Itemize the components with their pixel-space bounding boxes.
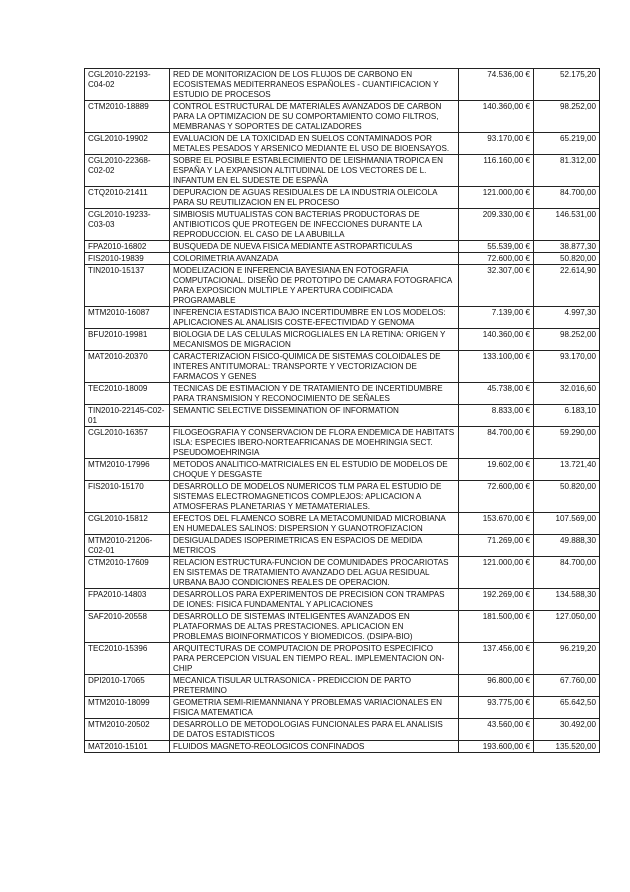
project-title-cell: RELACION ESTRUCTURA-FUNCION DE COMUNIDADES PROCARIOTAS EN SISTEMAS DE TRATAMIENTO AVANZADO DEL AGUA RESIDUAL URBANA BAJO CONDICIONES REALES DE OPERACION.	[170, 557, 459, 589]
project-title-cell: SOBRE EL POSIBLE ESTABLECIMIENTO DE LEISHMANIA TROPICA EN ESPAÑA Y LA EXPANSION ALTITUDINAL DE LOS VECTORES DE L. INFANTUM EN EL SUDESTE DE ESPAÑA	[170, 155, 459, 187]
project-title-cell: DESARROLLO DE METODOLOGIAS FUNCIONALES PARA EL ANALISIS DE DATOS ESTADISTICOS	[170, 719, 459, 741]
project-code-cell: MAT2010-20370	[85, 351, 170, 383]
project-amount-cell: 7.139,00 €	[459, 307, 534, 329]
table-row	[85, 209, 600, 241]
project-amount-cell: 137.456,00 €	[459, 643, 534, 675]
table-row	[85, 265, 600, 307]
project-code-cell: FIS2010-19839	[85, 253, 170, 265]
project-code-cell: CGL2010-15812	[85, 513, 170, 535]
table-row	[85, 405, 600, 427]
project-code-cell: FPA2010-14803	[85, 589, 170, 611]
project-funded-amount-cell: 67.760,00	[534, 675, 600, 697]
project-amount-cell: 133.100,00 €	[459, 351, 534, 383]
project-funded-amount-cell: 84.700,00	[534, 557, 600, 589]
project-amount-cell: 140.360,00 €	[459, 101, 534, 133]
project-funded-amount-cell: 96.219,20	[534, 643, 600, 675]
project-title-cell: EFECTOS DEL FLAMENCO SOBRE LA METACOMUNIDAD MICROBIANA EN HUMEDALES SALINOS: DISPERSION Y GUANOTROFIZACION	[170, 513, 459, 535]
project-amount-cell: 72.600,00 €	[459, 253, 534, 265]
table-row	[85, 589, 600, 611]
project-amount-cell: 153.670,00 €	[459, 513, 534, 535]
table-row	[85, 241, 600, 253]
project-title-cell: METODOS ANALITICO-MATRICIALES EN EL ESTUDIO DE MODELOS DE CHOQUE Y DESGASTE	[170, 459, 459, 481]
project-title-cell: CARACTERIZACION FISICO-QUIMICA DE SISTEMAS COLOIDALES DE INTERES ANTITUMORAL: TRANSPORTE Y VECTORIZACION DE FARMACOS Y GENES	[170, 351, 459, 383]
table-row	[85, 133, 600, 155]
project-title-cell: MODELIZACION E INFERENCIA BAYESIANA EN FOTOGRAFIA COMPUTACIONAL. DISEÑO DE PROTOTIPO DE CAMARA FOTOGRAFICA PARA EXPOSICION MULTIPLE Y APERTURA CODIFICADA PROGRAMABLE	[170, 265, 459, 307]
project-amount-cell: 71.269,00 €	[459, 535, 534, 557]
project-funded-amount-cell: 50.820,00	[534, 253, 600, 265]
project-code-cell: CGL2010-19233-C03-03	[85, 209, 170, 241]
project-title-cell: ARQUITECTURAS DE COMPUTACION DE PROPOSITO ESPECIFICO PARA PERCEPCION VISUAL EN TIEMPO REAL. IMPLEMENTACION ON-CHIP	[170, 643, 459, 675]
project-title-cell: CONTROL ESTRUCTURAL DE MATERIALES AVANZADOS DE CARBON PARA LA OPTIMIZACION DE SU COMPORTAMIENTO COMO FILTROS, MEMBRANAS Y SOPORTES DE CATALIZADORES	[170, 101, 459, 133]
table-row	[85, 611, 600, 643]
table-row	[85, 535, 600, 557]
table-row	[85, 697, 600, 719]
project-title-cell: DESARROLLOS PARA EXPERIMENTOS DE PRECISION CON TRAMPAS DE IONES: FISICA FUNDAMENTAL Y APLICACIONES	[170, 589, 459, 611]
project-funded-amount-cell: 30.492,00	[534, 719, 600, 741]
project-amount-cell: 32.307,00 €	[459, 265, 534, 307]
project-title-cell: COLORIMETRIA AVANZADA	[170, 253, 459, 265]
project-code-cell: TIN2010-15137	[85, 265, 170, 307]
project-title-cell: BIOLOGIA DE LAS CELULAS MICROGLIALES EN LA RETINA: ORIGEN Y MECANISMOS DE MIGRACION	[170, 329, 459, 351]
project-amount-cell: 96.800,00 €	[459, 675, 534, 697]
project-funded-amount-cell: 13.721,40	[534, 459, 600, 481]
project-amount-cell: 19.602,00 €	[459, 459, 534, 481]
project-amount-cell: 55.539,00 €	[459, 241, 534, 253]
project-code-cell: FPA2010-16802	[85, 241, 170, 253]
project-funded-amount-cell: 81.312,00	[534, 155, 600, 187]
project-title-cell: MECANICA TISULAR ULTRASONICA - PREDICCION DE PARTO PRETERMINO	[170, 675, 459, 697]
project-amount-cell: 93.170,00 €	[459, 133, 534, 155]
project-amount-cell: 84.700,00 €	[459, 427, 534, 459]
project-amount-cell: 8.833,00 €	[459, 405, 534, 427]
project-funded-amount-cell: 59.290,00	[534, 427, 600, 459]
project-code-cell: MAT2010-15101	[85, 741, 170, 753]
project-amount-cell: 74.536,00 €	[459, 69, 534, 101]
project-code-cell: DPI2010-17065	[85, 675, 170, 697]
table-row	[85, 675, 600, 697]
project-funded-amount-cell: 22.614,90	[534, 265, 600, 307]
project-title-cell: GEOMETRIA SEMI-RIEMANNIANA Y PROBLEMAS VARIACIONALES EN FISICA MATEMATICA	[170, 697, 459, 719]
project-funded-amount-cell: 38.877,30	[534, 241, 600, 253]
projects-table-body	[85, 69, 600, 753]
project-title-cell: INFERENCIA ESTADISTICA BAJO INCERTIDUMBRE EN LOS MODELOS: APLICACIONES AL ANALISIS COSTE-EFECTIVIDAD Y GENOMA	[170, 307, 459, 329]
table-row	[85, 459, 600, 481]
project-funded-amount-cell: 4.997,30	[534, 307, 600, 329]
project-title-cell: FILOGEOGRAFIA Y CONSERVACION DE FLORA ENDEMICA DE HABITATS ISLA: ESPECIES IBERO-NORTEAFRICANAS DE MOEHRINGIA SECT. PSEUDOMOEHRINGIA	[170, 427, 459, 459]
project-funded-amount-cell: 84.700,00	[534, 187, 600, 209]
project-title-cell: DESARROLLO DE SISTEMAS INTELIGENTES AVANZADOS EN PLATAFORMAS DE ALTAS PRESTACIONES. APLICACION EN PROBLEMAS BIOINFORMATICOS Y BIOMEDICOS. (DSIPA-BIO)	[170, 611, 459, 643]
table-row	[85, 253, 600, 265]
project-title-cell: TECNICAS DE ESTIMACION Y DE TRATAMIENTO DE INCERTIDUMBRE PARA TRANSMISION Y RECONOCIMIENTO DE SEÑALES	[170, 383, 459, 405]
project-code-cell: TIN2010-22145-C02-01	[85, 405, 170, 427]
table-row	[85, 329, 600, 351]
project-code-cell: MTM2010-20502	[85, 719, 170, 741]
project-code-cell: CGL2010-22193-C04-02	[85, 69, 170, 101]
project-code-cell: MTM2010-16087	[85, 307, 170, 329]
table-row	[85, 155, 600, 187]
project-amount-cell: 140.360,00 €	[459, 329, 534, 351]
project-code-cell: CGL2010-16357	[85, 427, 170, 459]
project-code-cell: BFU2010-19981	[85, 329, 170, 351]
table-row	[85, 307, 600, 329]
project-amount-cell: 192.269,00 €	[459, 589, 534, 611]
table-row	[85, 383, 600, 405]
project-amount-cell: 45.738,00 €	[459, 383, 534, 405]
project-title-cell: FLUIDOS MAGNETO-REOLOGICOS CONFINADOS	[170, 741, 459, 753]
table-row	[85, 187, 600, 209]
project-title-cell: DESARROLLO DE MODELOS NUMERICOS TLM PARA EL ESTUDIO DE SISTEMAS ELECTROMAGNETICOS COMPLEJOS: APLICACION A ATMOSFERAS PLANETARIAS Y METAMATERIALES.	[170, 481, 459, 513]
table-row	[85, 427, 600, 459]
project-funded-amount-cell: 146.531,00	[534, 209, 600, 241]
project-funded-amount-cell: 49.888,30	[534, 535, 600, 557]
project-funded-amount-cell: 65.219,00	[534, 133, 600, 155]
project-funded-amount-cell: 98.252,00	[534, 329, 600, 351]
project-code-cell: FIS2010-15170	[85, 481, 170, 513]
project-title-cell: EVALUACION DE LA TOXICIDAD EN SUELOS CONTAMINADOS POR METALES PESADOS Y ARSENICO MEDIANTE EL USO DE BIOENSAYOS.	[170, 133, 459, 155]
project-funded-amount-cell: 135.520,00	[534, 741, 600, 753]
project-code-cell: TEC2010-15396	[85, 643, 170, 675]
project-amount-cell: 121.000,00 €	[459, 187, 534, 209]
project-amount-cell: 193.600,00 €	[459, 741, 534, 753]
project-funded-amount-cell: 6.183,10	[534, 405, 600, 427]
project-amount-cell: 43.560,00 €	[459, 719, 534, 741]
project-title-cell: DEPURACION DE AGUAS RESIDUALES DE LA INDUSTRIA OLEICOLA PARA SU REUTILIZACION EN EL PROCESO	[170, 187, 459, 209]
project-funded-amount-cell: 98.252,00	[534, 101, 600, 133]
project-title-cell: SEMANTIC SELECTIVE DISSEMINATION OF INFORMATION	[170, 405, 459, 427]
project-funded-amount-cell: 93.170,00	[534, 351, 600, 383]
project-amount-cell: 116.160,00 €	[459, 155, 534, 187]
project-funded-amount-cell: 127.050,00	[534, 611, 600, 643]
project-funded-amount-cell: 52.175,20	[534, 69, 600, 101]
project-code-cell: MTM2010-17996	[85, 459, 170, 481]
project-code-cell: CTQ2010-21411	[85, 187, 170, 209]
project-funded-amount-cell: 65.642,50	[534, 697, 600, 719]
table-row	[85, 101, 600, 133]
project-title-cell: SIMBIOSIS MUTUALISTAS CON BACTERIAS PRODUCTORAS DE ANTIBIOTICOS QUE PROTEGEN DE INFECCIONES DURANTE LA REPRODUCCION. EL CASO DE LA ABUBILLA	[170, 209, 459, 241]
project-code-cell: SAF2010-20558	[85, 611, 170, 643]
project-code-cell: CGL2010-22368-C02-02	[85, 155, 170, 187]
project-funded-amount-cell: 107.569,00	[534, 513, 600, 535]
project-title-cell: RED DE MONITORIZACION DE LOS FLUJOS DE CARBONO EN ECOSISTEMAS MEDITERRANEOS ESPAÑOLES - CUANTIFICACION Y ESTUDIO DE PROCESOS	[170, 69, 459, 101]
table-row	[85, 741, 600, 753]
project-code-cell: MTM2010-18099	[85, 697, 170, 719]
project-amount-cell: 93.775,00 €	[459, 697, 534, 719]
table-row	[85, 557, 600, 589]
project-amount-cell: 209.330,00 €	[459, 209, 534, 241]
table-row	[85, 719, 600, 741]
project-code-cell: CTM2010-18889	[85, 101, 170, 133]
project-code-cell: CTM2010-17609	[85, 557, 170, 589]
project-title-cell: BUSQUEDA DE NUEVA FISICA MEDIANTE ASTROPARTICULAS	[170, 241, 459, 253]
project-amount-cell: 121.000,00 €	[459, 557, 534, 589]
table-row	[85, 643, 600, 675]
table-row	[85, 513, 600, 535]
table-row	[85, 481, 600, 513]
projects-table	[84, 68, 600, 753]
project-code-cell: MTM2010-21206-C02-01	[85, 535, 170, 557]
project-code-cell: TEC2010-18009	[85, 383, 170, 405]
project-amount-cell: 181.500,00 €	[459, 611, 534, 643]
project-funded-amount-cell: 134.588,30	[534, 589, 600, 611]
project-amount-cell: 72.600,00 €	[459, 481, 534, 513]
table-row	[85, 69, 600, 101]
table-row	[85, 351, 600, 383]
project-funded-amount-cell: 32.016,60	[534, 383, 600, 405]
project-code-cell: CGL2010-19902	[85, 133, 170, 155]
project-funded-amount-cell: 50.820,00	[534, 481, 600, 513]
project-title-cell: DESIGUALDADES ISOPERIMETRICAS EN ESPACIOS DE MEDIDA METRICOS	[170, 535, 459, 557]
